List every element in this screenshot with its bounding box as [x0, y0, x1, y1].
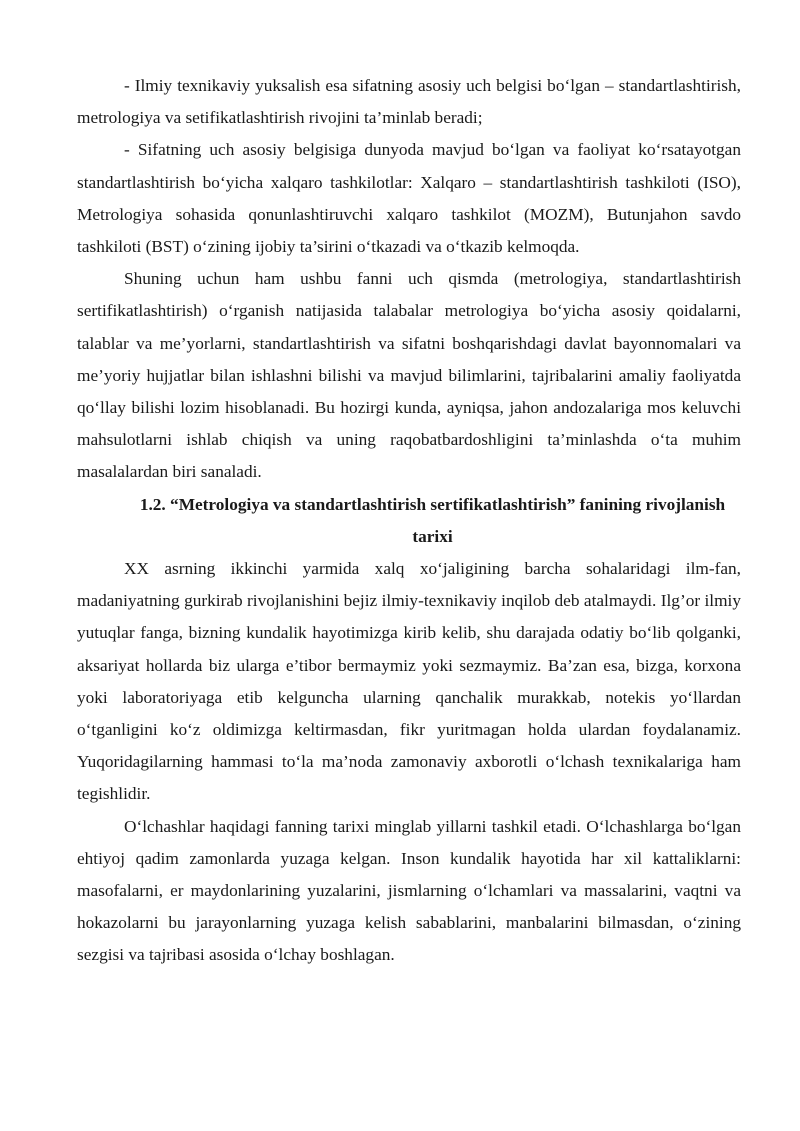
- document-page: [77, 70, 741, 972]
- paragraph-history-2: O‘lchashlar haqidagi fanning tarixi minglab yillarni tashkil etadi. O‘lchashlarga bo‘lgan ehtiyoj qadim zamonlarda yuzaga kelgan. Inson kundalik hayotida har xil kattaliklarni: masofalarni, er maydonlarining yuzalarini, jismlarning o‘lchamlari va massalarini, vaqtni va hokazolarni bu jarayonlarning yuzaga kelish sabablarini, manbalarini bilmasdan, o‘zining sezgisi va tajribasi asosida o‘lchay boshlagan.: [77, 816, 741, 965]
- paragraph-history-1: XX asrning ikkinchi yarmida xalq xo‘jaligining barcha sohalaridagi ilm-fan, madaniyatning gurkirab rivojlanishini bejiz ilmiy-texnikaviy inqilob deb atalmaydi. Ilg’or ilmiy yutuqlar fanga, bizning kundalik hayotimizga kirib kelib, shu darajada odatiy bo‘lib qolganki, aksariyat hollarda biz ularga e’tibor bermaymiz yoki sezmaymiz. Ba’zan esa, bizga, korxona yoki laboratoriyaga etib kelguncha ularning qanchalik murakkab, notekis yo‘llardan o‘tganligini ko‘z oldimizga keltirmasdan, fikr yuritmagan holda ulardan foydalanamiz. Yuqoridagilarning hammasi to‘la ma’noda zamonaviy axborotli o‘lchash texnikalariga ham tegishlidir.: [77, 559, 741, 804]
- paragraph-course-purpose: Shuning uchun ham ushbu fanni uch qismda (metrologiya, standartlashtirish sertifikatlashtirish) o‘rganish natijasida talabalar metrologiya bo‘yicha asosiy qoidalarni, talablar va me’yorlarni, standartlashtirish va sifatni boshqarishdagi davlat bayonnomalari va me’yoriy hujjatlar bilan ishlashni bilishi va mavjud bilimlarini, tajribalarini amaliy faoliyatda qo‘llay bilishi lozim hisoblanadi. Bu hozirgi kunda, ayniqsa, jahon andozalariga mos keluvchi mahsulotlarni ishlab chiqish va uning raqobatbardoshligini ta’minlashda o‘ta muhim masalalardan biri sanaladi.: [77, 269, 741, 482]
- paragraph-bullet-1: - Ilmiy texnikaviy yuksalish esa sifatning asosiy uch belgisi bo‘lgan – standartlashtirish, metrologiya va setifikatlashtirish rivojini ta’minlab beradi;: [77, 76, 741, 128]
- section-heading: 1.2. “Metrologiya va standartlashtirish sertifikatlashtirish” fanining rivojlanish tarixi: [139, 494, 726, 546]
- paragraph-bullet-2: - Sifatning uch asosiy belgisiga dunyoda mavjud bo‘lgan va faoliyat ko‘rsatayotgan standartlashtirish bo‘yicha xalqaro tashkilotlar: Xalqaro – standartlashtirish tashkiloti (ISO), Metrologiya sohasida qonunlashtiruvchi xalqaro tashkilot (MOZM), Butunjahon savdo tashkiloti (BST) o‘zining ijobiy ta’sirini o‘tkazadi va o‘tkazib kelmoqda.: [77, 140, 741, 257]
